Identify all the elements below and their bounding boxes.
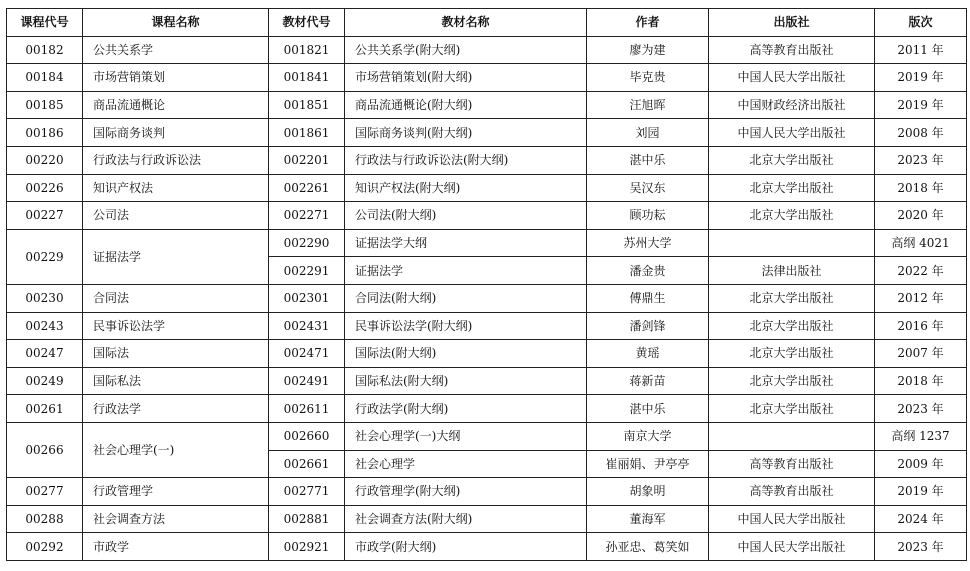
publisher-cell: 北京大学出版社 [709,312,875,340]
author-cell: 苏州大学 [587,229,709,257]
header-edition: 版次 [875,9,967,37]
book-code-cell: 002301 [269,284,345,312]
edition-cell: 2012 年 [875,284,967,312]
book-name-cell: 行政管理学(附大纲) [345,478,587,506]
edition-cell: 2022 年 [875,257,967,285]
header-book-code: 教材代号 [269,9,345,37]
publisher-cell: 北京大学出版社 [709,395,875,423]
course-name-cell: 行政管理学 [83,478,269,506]
book-code-cell: 001841 [269,64,345,92]
publisher-cell: 北京大学出版社 [709,367,875,395]
author-cell: 潘剑锋 [587,312,709,340]
table-row [7,422,967,450]
course-code-cell: 00249 [7,367,83,395]
table-row [7,146,967,174]
book-code-cell: 002921 [269,533,345,561]
table-row [7,533,967,561]
book-name-cell: 证据法学大纲 [345,229,587,257]
course-name-cell: 证据法学 [83,229,269,284]
book-code-cell: 002291 [269,257,345,285]
course-name-cell: 社会心理学(一) [83,422,269,477]
edition-cell: 高纲 4021 [875,229,967,257]
course-name-cell: 市场营销策划 [83,64,269,92]
table-row [7,478,967,506]
author-cell: 汪旭晖 [587,91,709,119]
table-row [7,505,967,533]
author-cell: 蒋新苗 [587,367,709,395]
course-name-cell: 行政法学 [83,395,269,423]
publisher-cell: 北京大学出版社 [709,146,875,174]
book-code-cell: 002491 [269,367,345,395]
course-code-cell: 00185 [7,91,83,119]
table-row [7,312,967,340]
book-code-cell: 002611 [269,395,345,423]
book-name-cell: 市政学(附大纲) [345,533,587,561]
course-code-cell: 00226 [7,174,83,202]
book-name-cell: 商品流通概论(附大纲) [345,91,587,119]
course-code-cell: 00220 [7,146,83,174]
book-code-cell: 002881 [269,505,345,533]
book-code-cell: 002271 [269,202,345,230]
edition-cell: 2016 年 [875,312,967,340]
publisher-cell: 北京大学出版社 [709,202,875,230]
edition-cell: 2023 年 [875,146,967,174]
book-name-cell: 行政法学(附大纲) [345,395,587,423]
course-name-cell: 公司法 [83,202,269,230]
edition-cell: 2019 年 [875,64,967,92]
table-row [7,367,967,395]
edition-cell: 2023 年 [875,533,967,561]
header-course-name: 课程名称 [83,9,269,37]
course-name-cell: 民事诉讼法学 [83,312,269,340]
edition-cell: 2024 年 [875,505,967,533]
author-cell: 毕克贵 [587,64,709,92]
author-cell: 顾功耘 [587,202,709,230]
author-cell: 湛中乐 [587,146,709,174]
book-code-cell: 002261 [269,174,345,202]
author-cell: 崔丽娟、尹亭亭 [587,450,709,478]
book-code-cell: 002661 [269,450,345,478]
course-name-cell: 国际私法 [83,367,269,395]
course-code-cell: 00182 [7,36,83,64]
book-name-cell: 社会调查方法(附大纲) [345,505,587,533]
book-code-cell: 001861 [269,119,345,147]
table-row [7,91,967,119]
table-row [7,229,967,257]
course-name-cell: 社会调查方法 [83,505,269,533]
header-course-code: 课程代号 [7,9,83,37]
book-name-cell: 行政法与行政诉讼法(附大纲) [345,146,587,174]
publisher-cell: 北京大学出版社 [709,340,875,368]
publisher-cell [709,422,875,450]
publisher-cell: 中国人民大学出版社 [709,533,875,561]
author-cell: 刘园 [587,119,709,147]
edition-cell: 2023 年 [875,395,967,423]
book-name-cell: 市场营销策划(附大纲) [345,64,587,92]
table-row [7,284,967,312]
edition-cell: 高纲 1237 [875,422,967,450]
course-name-cell: 国际商务谈判 [83,119,269,147]
book-name-cell: 公共关系学(附大纲) [345,36,587,64]
book-code-cell: 002471 [269,340,345,368]
edition-cell: 2019 年 [875,91,967,119]
edition-cell: 2008 年 [875,119,967,147]
book-code-cell: 002290 [269,229,345,257]
table-body [7,36,967,560]
course-code-cell: 00243 [7,312,83,340]
book-code-cell: 002771 [269,478,345,506]
textbook-table [6,8,967,561]
course-name-cell: 行政法与行政诉讼法 [83,146,269,174]
course-code-cell: 00186 [7,119,83,147]
course-code-cell: 00184 [7,64,83,92]
author-cell: 湛中乐 [587,395,709,423]
book-code-cell: 002431 [269,312,345,340]
course-name-cell: 商品流通概论 [83,91,269,119]
edition-cell: 2020 年 [875,202,967,230]
course-code-cell: 00277 [7,478,83,506]
publisher-cell [709,229,875,257]
author-cell: 胡象明 [587,478,709,506]
course-code-cell: 00288 [7,505,83,533]
publisher-cell: 中国人民大学出版社 [709,119,875,147]
publisher-cell: 北京大学出版社 [709,174,875,202]
publisher-cell: 高等教育出版社 [709,478,875,506]
course-name-cell: 市政学 [83,533,269,561]
edition-cell: 2009 年 [875,450,967,478]
textbook-table-container [6,8,967,561]
book-name-cell: 证据法学 [345,257,587,285]
table-row [7,119,967,147]
table-row [7,64,967,92]
author-cell: 吴汉东 [587,174,709,202]
edition-cell: 2019 年 [875,478,967,506]
publisher-cell: 北京大学出版社 [709,284,875,312]
header-row [7,9,967,37]
course-name-cell: 国际法 [83,340,269,368]
course-code-cell: 00229 [7,229,83,284]
book-code-cell: 001821 [269,36,345,64]
table-row [7,395,967,423]
book-name-cell: 知识产权法(附大纲) [345,174,587,202]
book-name-cell: 国际私法(附大纲) [345,367,587,395]
course-code-cell: 00266 [7,422,83,477]
author-cell: 潘金贵 [587,257,709,285]
publisher-cell: 中国人民大学出版社 [709,505,875,533]
publisher-cell: 中国人民大学出版社 [709,64,875,92]
course-code-cell: 00261 [7,395,83,423]
publisher-cell: 中国财政经济出版社 [709,91,875,119]
course-name-cell: 合同法 [83,284,269,312]
author-cell: 董海军 [587,505,709,533]
edition-cell: 2018 年 [875,367,967,395]
edition-cell: 2018 年 [875,174,967,202]
book-name-cell: 国际法(附大纲) [345,340,587,368]
table-row [7,340,967,368]
table-row [7,174,967,202]
table-row [7,202,967,230]
publisher-cell: 法律出版社 [709,257,875,285]
course-name-cell: 公共关系学 [83,36,269,64]
author-cell: 黄瑶 [587,340,709,368]
book-name-cell: 民事诉讼法学(附大纲) [345,312,587,340]
course-code-cell: 00227 [7,202,83,230]
book-code-cell: 001851 [269,91,345,119]
author-cell: 廖为建 [587,36,709,64]
publisher-cell: 高等教育出版社 [709,36,875,64]
course-name-cell: 知识产权法 [83,174,269,202]
author-cell: 傅鼎生 [587,284,709,312]
header-book-name: 教材名称 [345,9,587,37]
book-name-cell: 合同法(附大纲) [345,284,587,312]
course-code-cell: 00247 [7,340,83,368]
book-name-cell: 社会心理学(一)大纲 [345,422,587,450]
publisher-cell: 高等教育出版社 [709,450,875,478]
author-cell: 孙亚忠、葛笑如 [587,533,709,561]
book-name-cell: 公司法(附大纲) [345,202,587,230]
book-code-cell: 002660 [269,422,345,450]
table-row [7,36,967,64]
book-code-cell: 002201 [269,146,345,174]
edition-cell: 2007 年 [875,340,967,368]
book-name-cell: 国际商务谈判(附大纲) [345,119,587,147]
header-publisher: 出版社 [709,9,875,37]
header-author: 作者 [587,9,709,37]
author-cell: 南京大学 [587,422,709,450]
edition-cell: 2011 年 [875,36,967,64]
course-code-cell: 00230 [7,284,83,312]
book-name-cell: 社会心理学 [345,450,587,478]
course-code-cell: 00292 [7,533,83,561]
